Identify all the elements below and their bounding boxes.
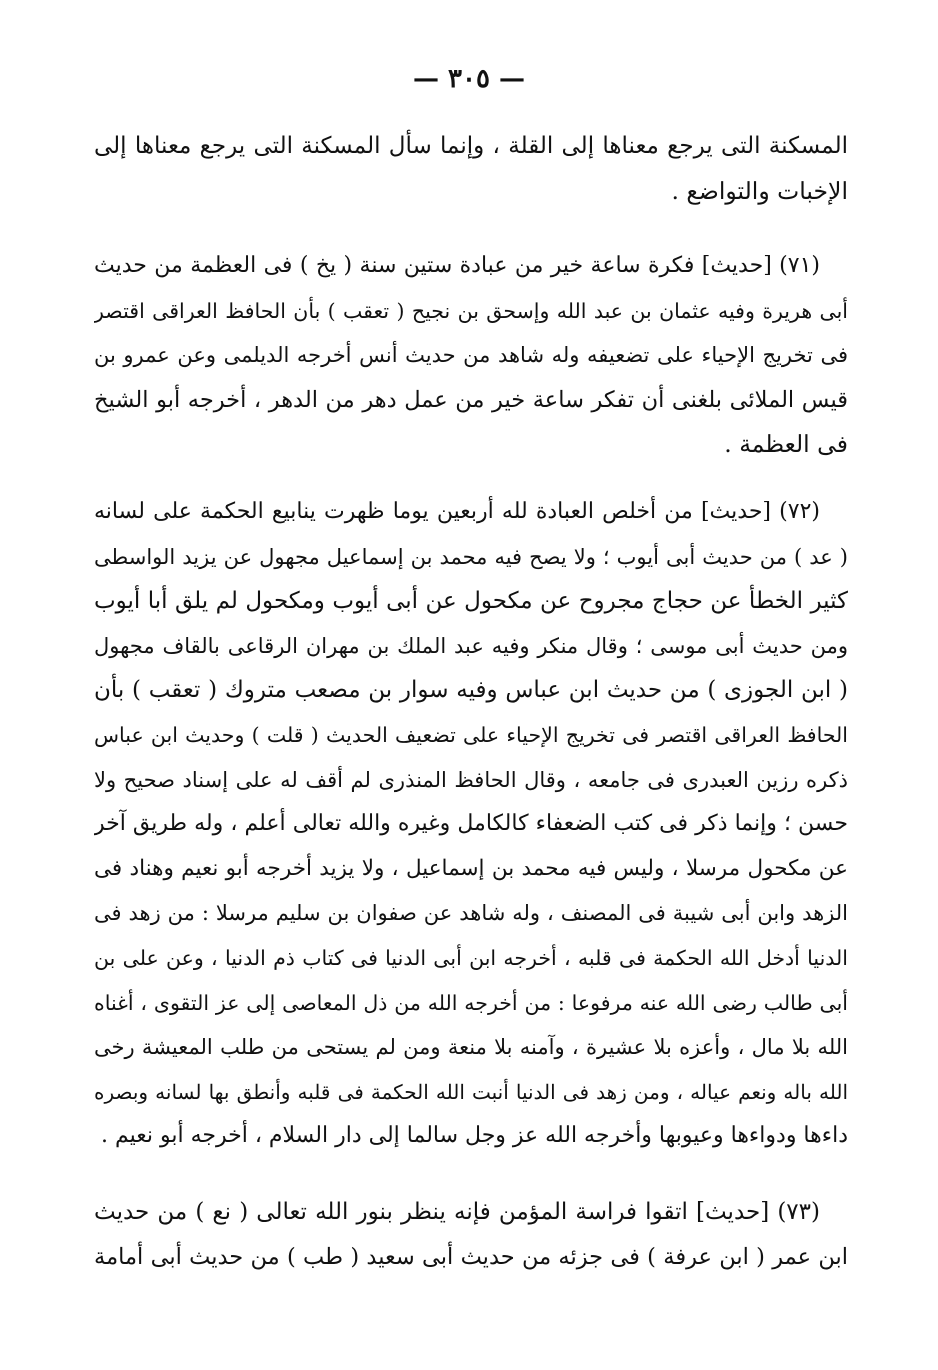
continuation-paragraph <box>94 124 848 213</box>
text-line: الزهد وابن أبى شيبة فى المصنف ، وله شاهد عن صفوان بن سليم مرسلا : من زهد فى <box>94 901 848 926</box>
text-line: فى العظمة . <box>724 430 848 459</box>
text-line: (٧٢) [حديث] من أخلص العبادة لله أربعين يوما ظهرت ينابيع الحكمة على لسانه <box>94 499 820 524</box>
text-line: قيس الملائى بلغنى أن تفكر ساعة خير من عمل دهر من الدهر ، أخرجه أبو الشيخ <box>94 386 848 413</box>
text-line: كثير الخطأ عن حجاج مجروح عن مكحول عن أبى أيوب ومكحول لم يلق أبا أيوب <box>94 588 848 615</box>
text-line: الحافظ العراقى اقتصر فى تخريج الإحياء على تضعيف الحديث ( قلت ) وحديث ابن عباس <box>94 722 848 747</box>
text-line: الإخبات والتواضع . <box>671 176 848 205</box>
text-line: ( عد ) من حديث أبى أيوب ؛ ولا يصح فيه محمد بن إسماعيل مجهول عن يزيد الواسطى <box>94 544 848 569</box>
text-line: (٧٣) [حديث] اتقوا فراسة المؤمن فإنه ينظر بنور الله تعالى ( نع ) من حديث <box>94 1199 820 1225</box>
text-line: ومن حديث أبى موسى ؛ وقال منكر وفيه عبد الملك بن مهران الرقاعى بالقاف مجهول <box>94 633 848 658</box>
page-number: — ٣٠٥ — <box>412 64 526 94</box>
text-line: عن مكحول مرسلا ، وليس فيه محمد بن إسماعيل ، ولا يزيد أخرجه أبو نعيم وهناد فى <box>94 855 848 881</box>
text-line: الله بلا مال ، وأعزه بلا عشيرة ، وآمنه بلا منعة ومن لم يستحى من طلب المعيشة رخى <box>94 1035 848 1060</box>
text-line: ذكره رزين العبدرى فى جامعه ، وقال الحافظ المنذرى لم أقف له على إسناد صحيح ولا <box>94 767 848 792</box>
hadith-72-paragraph <box>94 490 848 1159</box>
text-line: فى تخريج الإحياء على تضعيفه وله شاهد من حديث أنس أخرجه الديلمى وعن عمرو بن <box>94 343 848 368</box>
text-line: أبى هريرة وفيه عثمان بن عبد الله وإسحق بن نجيح ( تعقب ) بأن الحافظ العراقى اقتصر <box>94 298 848 323</box>
text-line: داءها ودواءها وعيوبها وأخرجه الله عز وجل سالما إلى دار السلام ، أخرجه أبو نعيم . <box>101 1123 848 1149</box>
text-line: ( ابن الجوزى ) من حديث ابن عباس وفيه سوار بن مصعب متروك ( تعقب ) بأن <box>94 677 848 704</box>
text-line: المسكنة التى يرجع معناها إلى القلة ، وإنما سأل المسكنة التى يرجع معناها إلى <box>94 133 848 159</box>
text-line: ابن عمر ( ابن عرفة ) فى جزئه من حديث أبى سعيد ( طب ) من حديث أبى أمامة <box>94 1243 848 1270</box>
text-line: الدنيا أدخل الله الحكمة فى قلبه ، أخرجه ابن أبى الدنيا فى كتاب ذم الدنيا ، وعن على بن <box>94 945 848 970</box>
hadith-71-paragraph <box>94 244 848 467</box>
hadith-73-paragraph <box>94 1190 848 1279</box>
text-line: الله باله ونعم عياله ، ومن زهد فى الدنيا أنبت الله الحكمة فى قلبه وأنطق بها لسانه وبصره <box>94 1079 848 1104</box>
text-line: أبى طالب رضى الله عنه مرفوعا : من أخرجه الله من ذل المعاصى إلى عز التقوى ، أغناه <box>94 990 848 1015</box>
text-line: حسن ؛ وإنما ذكر فى كتب الضعفاء كالكامل وغيره والله تعالى أعلم ، وله طريق آخر <box>94 811 848 837</box>
text-line: (٧١) [حديث] فكرة ساعة خير من عبادة ستين سنة ( يخ ) فى العظمة من حديث <box>94 253 820 278</box>
